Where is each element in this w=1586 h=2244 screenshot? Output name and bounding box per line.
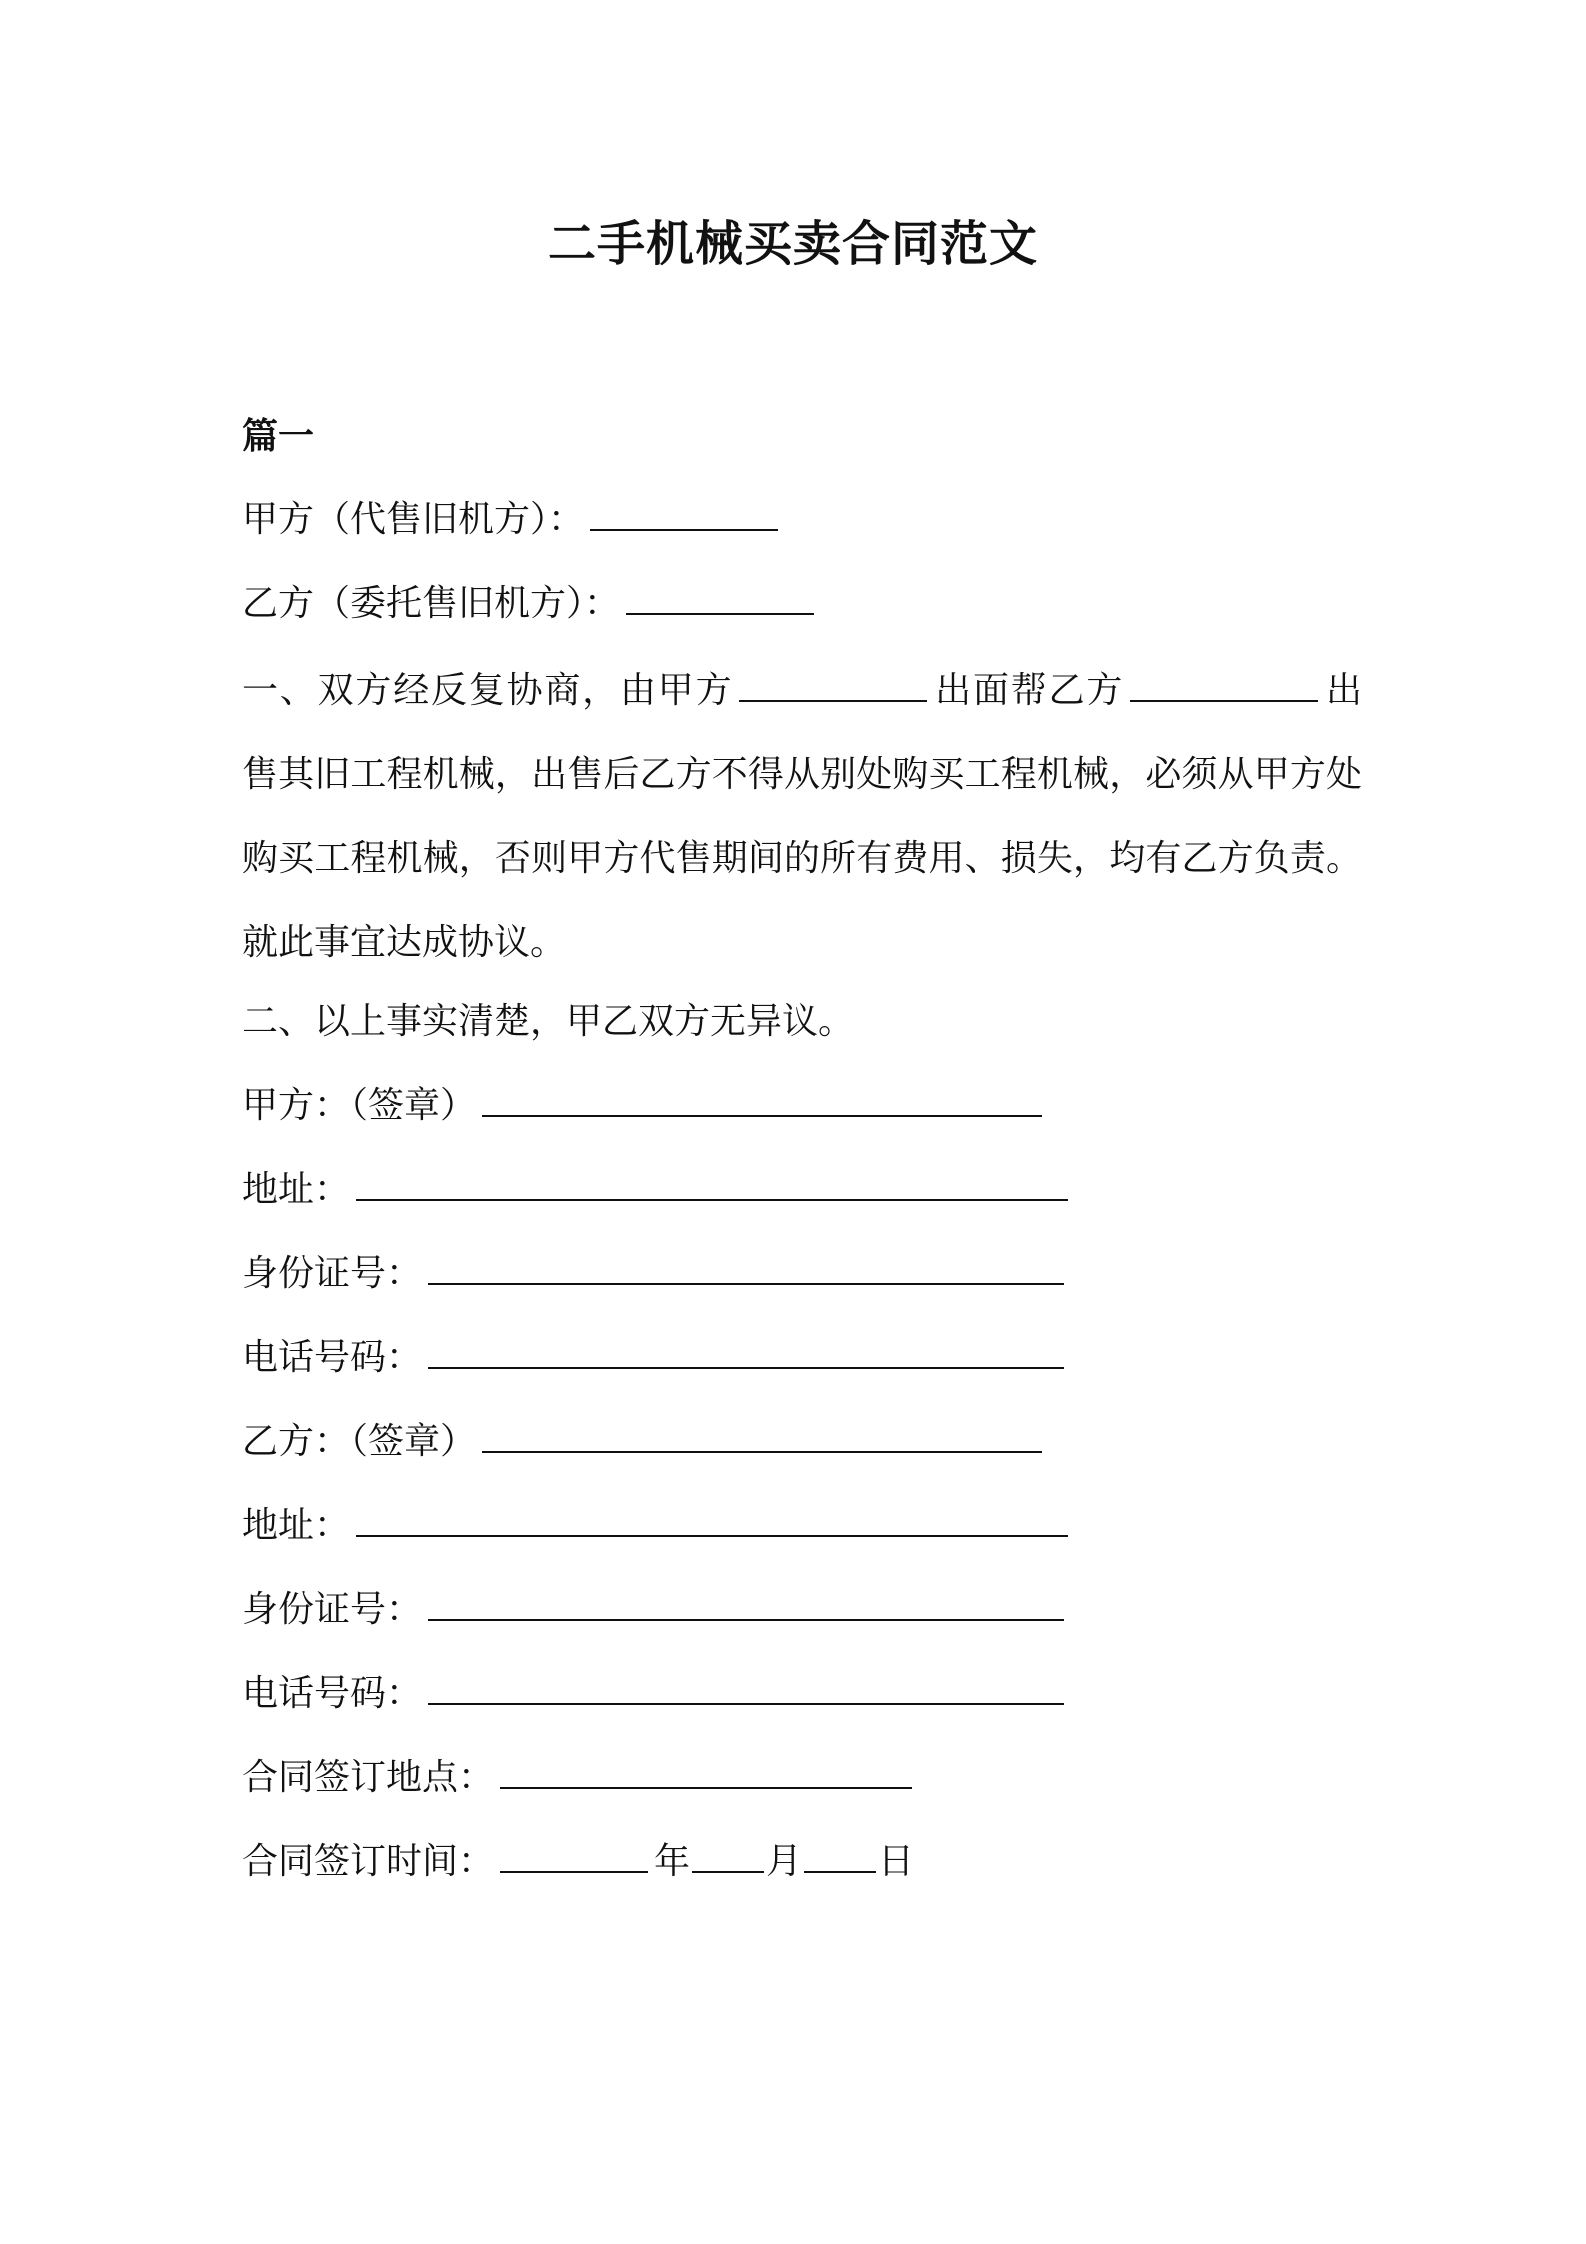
party-b-id-label: 身份证号： bbox=[242, 1589, 423, 1630]
sign-time-row bbox=[242, 1838, 914, 1886]
party-b-id-blank[interactable] bbox=[428, 1589, 1064, 1621]
document-title: 二手机械买卖合同范文 bbox=[547, 216, 1038, 272]
party-b-id-row bbox=[242, 1586, 1070, 1634]
party-a-seal-row bbox=[242, 1082, 1048, 1130]
sign-place-label: 合同签订地点： bbox=[242, 1757, 495, 1798]
party-a-phone-blank[interactable] bbox=[428, 1337, 1064, 1369]
party-b-header-row bbox=[242, 580, 820, 628]
party-a-id-label: 身份证号： bbox=[242, 1253, 423, 1294]
sign-place-blank[interactable] bbox=[500, 1757, 912, 1789]
party-a-seal-label: 甲方：（签章） bbox=[242, 1085, 477, 1126]
party-b-phone-row bbox=[242, 1670, 1070, 1718]
sign-place-row bbox=[242, 1754, 918, 1802]
section-label: 篇一 bbox=[242, 416, 315, 457]
clause-1-party-a-blank[interactable] bbox=[739, 670, 927, 702]
party-a-address-row bbox=[242, 1166, 1074, 1214]
party-a-seal-blank[interactable] bbox=[482, 1085, 1042, 1117]
clause-1-text-a: 一、双方经反复协商，由甲方 bbox=[242, 670, 734, 711]
clause-1-paragraph bbox=[242, 649, 1362, 985]
party-b-name-blank[interactable] bbox=[626, 583, 814, 615]
sign-day-blank[interactable] bbox=[804, 1841, 876, 1873]
party-b-seal-blank[interactable] bbox=[482, 1421, 1042, 1453]
party-a-address-label: 地址： bbox=[242, 1169, 351, 1210]
party-a-phone-label: 电话号码： bbox=[242, 1337, 423, 1378]
party-b-address-blank[interactable] bbox=[356, 1505, 1068, 1537]
party-a-address-blank[interactable] bbox=[356, 1169, 1068, 1201]
party-b-phone-blank[interactable] bbox=[428, 1673, 1064, 1705]
sign-day-unit: 日 bbox=[878, 1841, 915, 1882]
party-a-header-row bbox=[242, 496, 784, 544]
party-a-phone-row bbox=[242, 1334, 1070, 1382]
sign-month-blank[interactable] bbox=[692, 1841, 764, 1873]
party-a-header-label: 甲方（代售旧机方）： bbox=[242, 499, 585, 540]
clause-2: 二、以上事实清楚，甲乙双方无异议。 bbox=[242, 1001, 855, 1042]
party-b-address-row bbox=[242, 1502, 1074, 1550]
clause-1-text-b: 出面帮乙方 bbox=[933, 670, 1125, 711]
party-b-seal-row bbox=[242, 1418, 1048, 1466]
party-a-id-blank[interactable] bbox=[428, 1253, 1064, 1285]
sign-month-unit: 月 bbox=[766, 1841, 803, 1882]
clause-1-text-c: 出售其旧工程机械，出售后乙方不得从别处购买工程机械，必须从甲方处购买工程机械，否则甲方代售期间的所有费用、损失，均有乙方负责。就此事宜达成协议。 bbox=[242, 670, 1362, 963]
sign-year-unit: 年 bbox=[654, 1841, 691, 1882]
clause-1-party-b-blank[interactable] bbox=[1130, 670, 1318, 702]
party-b-address-label: 地址： bbox=[242, 1505, 351, 1546]
party-b-phone-label: 电话号码： bbox=[242, 1673, 423, 1714]
party-a-name-blank[interactable] bbox=[590, 499, 778, 531]
party-a-id-row bbox=[242, 1250, 1070, 1298]
party-b-header-label: 乙方（委托售旧机方）： bbox=[242, 583, 621, 624]
sign-time-label: 合同签订时间： bbox=[242, 1841, 495, 1882]
party-b-seal-label: 乙方：（签章） bbox=[242, 1421, 477, 1462]
sign-year-blank[interactable] bbox=[500, 1841, 648, 1873]
